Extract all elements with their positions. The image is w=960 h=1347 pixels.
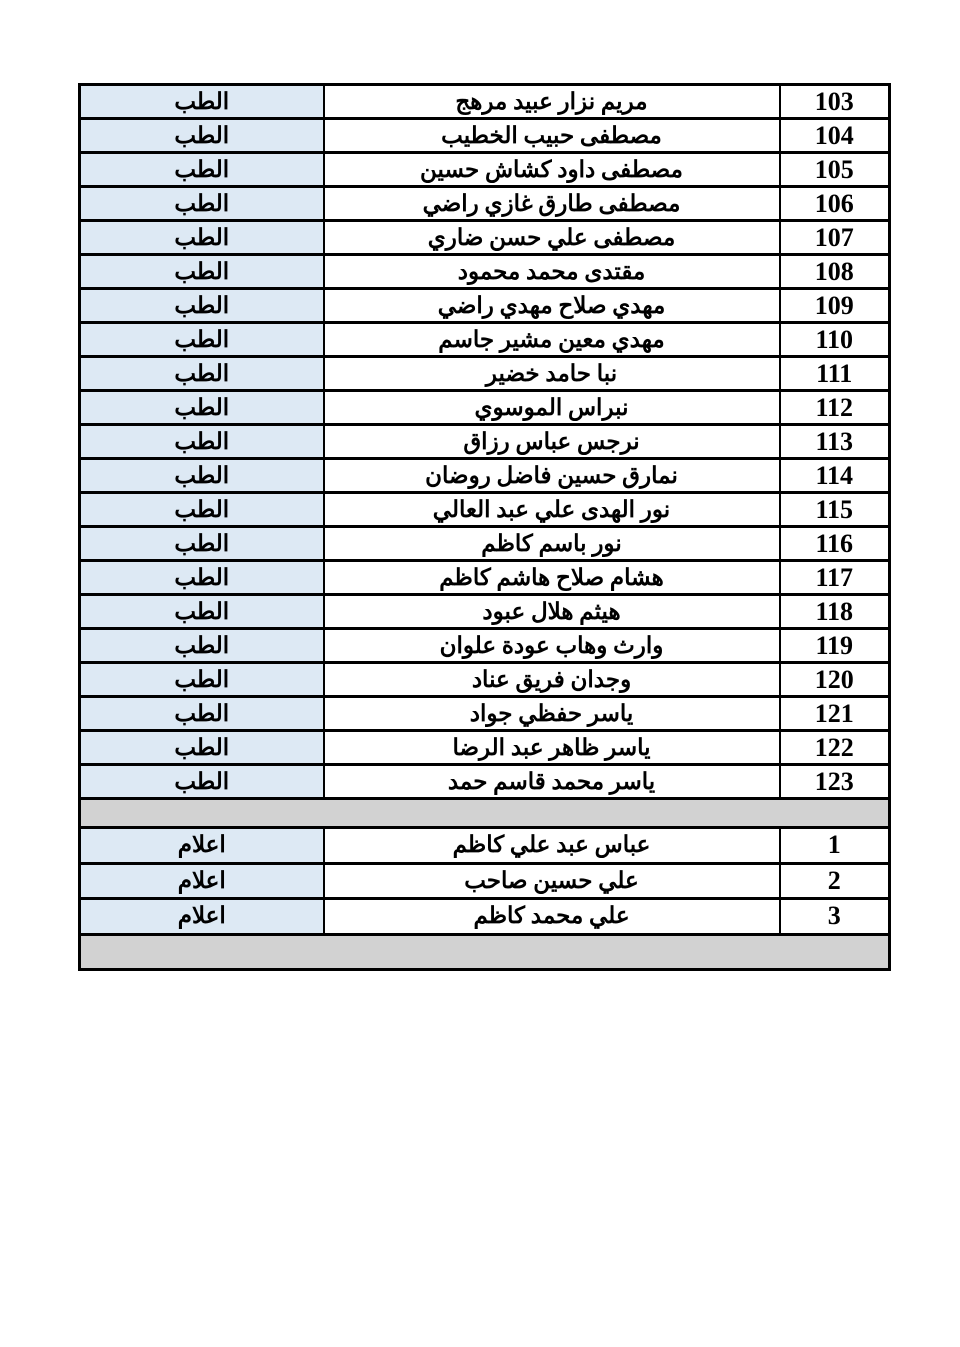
category-cell: الطب — [80, 629, 324, 663]
separator-row — [80, 934, 890, 969]
student-name-cell: نبراس الموسوي — [324, 391, 780, 425]
student-roster-container — [78, 83, 888, 971]
student-name-cell: مصطفى علي حسن ضاري — [324, 221, 780, 255]
table-row — [80, 357, 890, 391]
table-row — [80, 863, 890, 899]
category-cell: الطب — [80, 425, 324, 459]
row-number-cell: 111 — [780, 357, 890, 391]
row-number-cell: 109 — [780, 289, 890, 323]
row-number-cell: 2 — [780, 863, 890, 899]
table-row — [80, 119, 890, 153]
category-cell: الطب — [80, 697, 324, 731]
table-row — [80, 153, 890, 187]
student-name-cell: مريم نزار عبيد مرهج — [324, 85, 780, 119]
row-number-cell: 103 — [780, 85, 890, 119]
row-number-cell: 3 — [780, 899, 890, 935]
category-cell: الطب — [80, 119, 324, 153]
row-number-cell: 105 — [780, 153, 890, 187]
table-row — [80, 425, 890, 459]
row-number-cell: 115 — [780, 493, 890, 527]
student-name-cell: نور باسم كاظم — [324, 527, 780, 561]
category-cell: الطب — [80, 187, 324, 221]
student-name-cell: مقتدى محمد محمود — [324, 255, 780, 289]
row-number-cell: 120 — [780, 663, 890, 697]
row-number-cell: 104 — [780, 119, 890, 153]
table-row — [80, 85, 890, 119]
category-cell: اعلام — [80, 863, 324, 899]
row-number-cell: 122 — [780, 731, 890, 765]
student-name-cell: هيثم هلال عبود — [324, 595, 780, 629]
table-row — [80, 255, 890, 289]
student-name-cell: مهدي معين مشير جاسم — [324, 323, 780, 357]
row-number-cell: 119 — [780, 629, 890, 663]
row-number-cell: 108 — [780, 255, 890, 289]
table-row — [80, 561, 890, 595]
category-cell: الطب — [80, 595, 324, 629]
table-row — [80, 459, 890, 493]
table-row — [80, 323, 890, 357]
student-name-cell: وجدان فريق عناد — [324, 663, 780, 697]
row-number-cell: 123 — [780, 765, 890, 799]
student-name-cell: عباس عبد علي كاظم — [324, 828, 780, 864]
table-row — [80, 731, 890, 765]
row-number-cell: 118 — [780, 595, 890, 629]
table-row — [80, 221, 890, 255]
table-row — [80, 595, 890, 629]
category-cell: الطب — [80, 323, 324, 357]
category-cell: الطب — [80, 153, 324, 187]
category-cell: الطب — [80, 391, 324, 425]
row-number-cell: 117 — [780, 561, 890, 595]
category-cell: اعلام — [80, 828, 324, 864]
category-cell: الطب — [80, 731, 324, 765]
category-cell: الطب — [80, 765, 324, 799]
table-row — [80, 493, 890, 527]
row-number-cell: 116 — [780, 527, 890, 561]
category-cell: الطب — [80, 85, 324, 119]
student-name-cell: نمارق حسين فاضل روضان — [324, 459, 780, 493]
category-cell: الطب — [80, 221, 324, 255]
student-name-cell: نبا حامد خضير — [324, 357, 780, 391]
category-cell: الطب — [80, 289, 324, 323]
student-name-cell: ياسر محمد قاسم حمد — [324, 765, 780, 799]
category-cell: اعلام — [80, 899, 324, 935]
table-row — [80, 899, 890, 935]
student-name-cell: ياسر حفظي جواد — [324, 697, 780, 731]
student-roster-table — [78, 83, 891, 971]
table-row — [80, 391, 890, 425]
table-row — [80, 828, 890, 864]
student-name-cell: هشام صلاح هاشم كاظم — [324, 561, 780, 595]
table-row — [80, 663, 890, 697]
student-name-cell: وارث وهاب عودة علوان — [324, 629, 780, 663]
table-row — [80, 187, 890, 221]
row-number-cell: 112 — [780, 391, 890, 425]
student-name-cell: ياسر ظاهر عبد الرضا — [324, 731, 780, 765]
table-row — [80, 629, 890, 663]
table-row — [80, 697, 890, 731]
row-number-cell: 106 — [780, 187, 890, 221]
category-cell: الطب — [80, 561, 324, 595]
category-cell: الطب — [80, 527, 324, 561]
student-name-cell: مهدي صلاح مهدي راضي — [324, 289, 780, 323]
category-cell: الطب — [80, 357, 324, 391]
student-name-cell: علي حسين صاحب — [324, 863, 780, 899]
row-number-cell: 113 — [780, 425, 890, 459]
row-number-cell: 110 — [780, 323, 890, 357]
row-number-cell: 107 — [780, 221, 890, 255]
separator-cell — [80, 934, 890, 969]
student-name-cell: نرجس عباس رزاق — [324, 425, 780, 459]
row-number-cell: 1 — [780, 828, 890, 864]
category-cell: الطب — [80, 255, 324, 289]
table-row — [80, 765, 890, 799]
student-name-cell: نور الهدى علي عبد العالي — [324, 493, 780, 527]
student-name-cell: مصطفى طارق غازي راضي — [324, 187, 780, 221]
student-name-cell: مصطفى داود كشاش حسين — [324, 153, 780, 187]
row-number-cell: 121 — [780, 697, 890, 731]
row-number-cell: 114 — [780, 459, 890, 493]
student-name-cell: مصطفى حبيب الخطيب — [324, 119, 780, 153]
table-row — [80, 527, 890, 561]
category-cell: الطب — [80, 493, 324, 527]
category-cell: الطب — [80, 663, 324, 697]
category-cell: الطب — [80, 459, 324, 493]
student-name-cell: علي محمد كاظم — [324, 899, 780, 935]
table-row — [80, 289, 890, 323]
separator-row — [80, 799, 890, 828]
separator-cell — [80, 799, 890, 828]
